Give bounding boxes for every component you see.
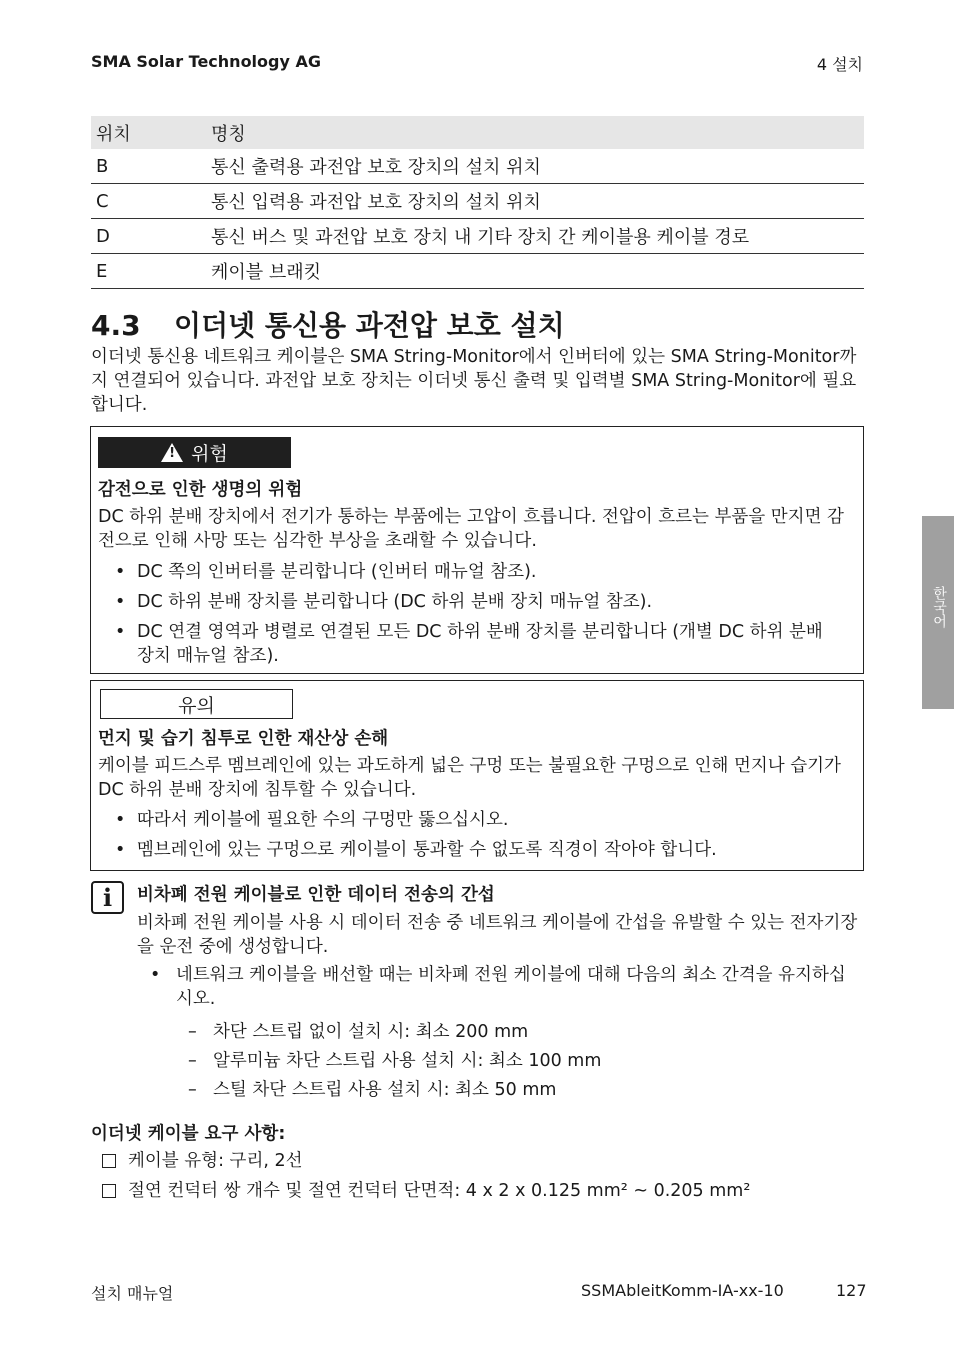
info-text: 비차폐 전원 케이블 사용 시 데이터 전송 중 네트워크 케이블에 간섭을 유발할 수 있는 전자기장을 운전 중에 생성합니다. (137, 913, 858, 957)
info-bullets (150, 963, 862, 1011)
list-item: • 따라서 케이블에 필요한 수의 구멍만 뚫으십시오. (113, 808, 843, 832)
notice-title: 먼지 및 습기 침투로 인한 재산상 손해 (98, 729, 389, 749)
section-title: 이더넷 통신용 과전압 보호 설치 (174, 309, 565, 342)
table-cell: E (91, 254, 206, 289)
table-row (91, 219, 864, 254)
info-icon: i (91, 881, 124, 914)
list-item: • 멤브레인에 있는 구멍으로 케이블이 통과할 수 없도록 직경이 작아야 합니다. (113, 838, 843, 862)
language-tab-label: 한국어 (931, 586, 947, 628)
table-header-row (91, 116, 864, 149)
notice-bullets (113, 808, 843, 868)
footer-doc-code: SSMAbleitKomm-IA-xx-10 (581, 1281, 784, 1300)
list-item: • DC 하위 분배 장치를 분리합니다 (DC 하위 분배 장치 매뉴얼 참조). (113, 590, 843, 614)
table-row (91, 149, 864, 184)
table-cell: 케이블 브래킷 (206, 254, 864, 289)
section-heading (91, 304, 565, 344)
table-cell: D (91, 219, 206, 254)
section-number: 4.3 (91, 309, 141, 342)
list-item: • DC 연결 영역과 병렬로 연결된 모든 DC 하위 분배 장치를 분리합니다 (개별 DC 하위 분배 장치 매뉴얼 참조). (113, 620, 843, 668)
list-item: – 스틸 차단 스트립 사용 설치 시: 최소 50 mm (188, 1076, 601, 1105)
table-cell: 통신 출력용 과전압 보호 장치의 설치 위치 (206, 149, 864, 184)
section-intro: 이더넷 통신용 네트워크 케이블은 SMA String-Monitor에서 인버터에 있는 SMA String-Monitor까지 연결되어 있습니다. 과전압 보호 장치는 이더넷 통신 출력 및 입력별 SMA String-Monitor에 필요합니다. (91, 347, 857, 415)
table-row (91, 254, 864, 289)
column-header-position: 위치 (91, 116, 206, 149)
list-item: – 알루미늄 차단 스트립 사용 설치 시: 최소 100 mm (188, 1047, 601, 1076)
page-number: 127 (836, 1281, 867, 1300)
warning-triangle-icon (161, 443, 183, 462)
info-title: 비차폐 전원 케이블로 인한 데이터 전송의 간섭 (137, 885, 495, 905)
header-company: SMA Solar Technology AG (91, 52, 321, 71)
requirement-text: 절연 컨덕터 쌍 개수 및 절연 컨덕터 단면적: 4 x 2 x 0.125 mm² ~ 0.205 mm² (128, 1181, 751, 1201)
table-cell: C (91, 184, 206, 219)
list-item (102, 1176, 750, 1206)
danger-title: 감전으로 인한 생명의 위험 (98, 480, 303, 500)
notice-text: 케이블 피드스루 멤브레인에 있는 과도하게 넓은 구멍 또는 불필요한 구멍으로 인해 먼지나 습기가 DC 하위 분배 장치에 침투할 수 있습니다. (98, 756, 841, 800)
column-header-name: 명칭 (206, 116, 864, 149)
requirements-title: 이더넷 케이블 요구 사항: (91, 1124, 286, 1144)
requirements-list (102, 1146, 750, 1206)
danger-label-text: 위험 (191, 443, 228, 465)
list-item (102, 1146, 750, 1176)
requirement-text: 케이블 유형: 구리, 2선 (128, 1151, 303, 1171)
spacing-list (188, 1018, 601, 1105)
list-item: – 차단 스트립 없이 설치 시: 최소 200 mm (188, 1018, 601, 1047)
danger-label (98, 437, 291, 468)
danger-box (90, 426, 864, 674)
header-chapter: 4 설치 (816, 55, 863, 74)
language-tab (922, 516, 954, 709)
table-cell: 통신 버스 및 과전압 보호 장치 내 기타 장치 간 케이블용 케이블 경로 (206, 219, 864, 254)
danger-text: DC 하위 분배 장치에서 전기가 통하는 부품에는 고압이 흐릅니다. 전압이 흐르는 부품을 만지면 감전으로 인해 사망 또는 심각한 부상을 초래할 수 있습니다. (98, 507, 844, 551)
danger-bullets (113, 560, 843, 674)
notice-box (90, 680, 864, 871)
list-item: • DC 쪽의 인버터를 분리합니다 (인버터 매뉴얼 참조). (113, 560, 843, 584)
table-row (91, 184, 864, 219)
table-cell: B (91, 149, 206, 184)
list-item: • 네트워크 케이블을 배선할 때는 비차폐 전원 케이블에 대해 다음의 최소 간격을 유지하십시오. (150, 963, 862, 1011)
checkbox-icon (102, 1184, 116, 1198)
table-cell: 통신 입력용 과전압 보호 장치의 설치 위치 (206, 184, 864, 219)
position-table (91, 116, 864, 289)
notice-label: 유의 (100, 689, 293, 719)
checkbox-icon (102, 1154, 116, 1168)
footer-manual: 설치 매뉴얼 (91, 1284, 174, 1303)
